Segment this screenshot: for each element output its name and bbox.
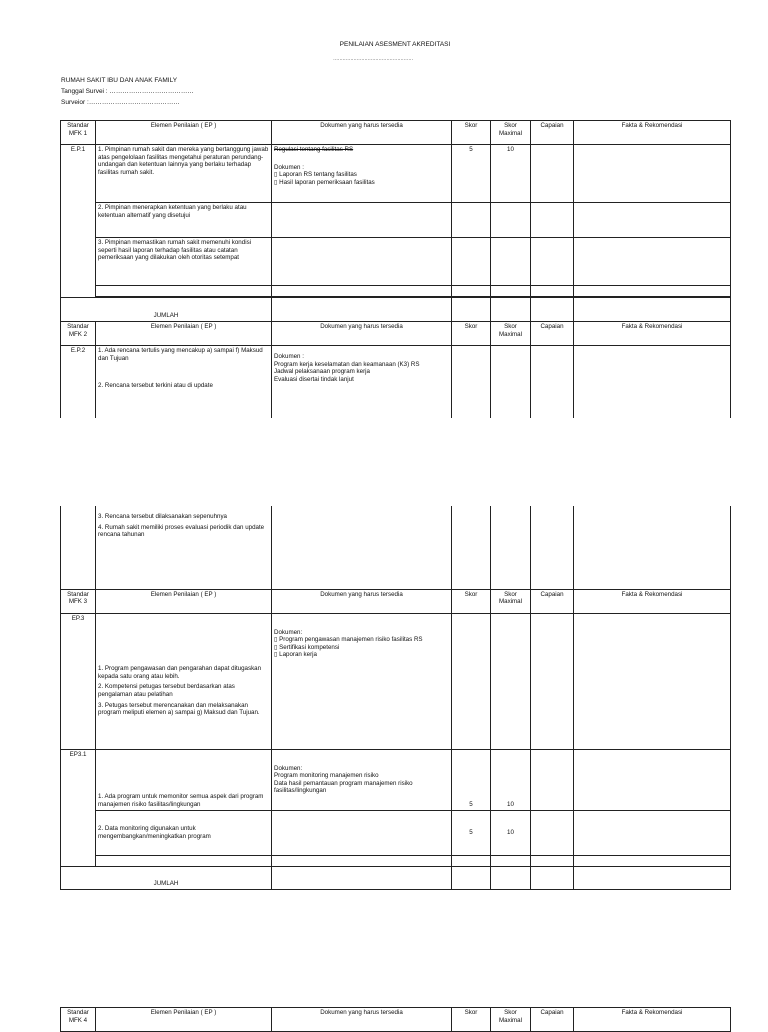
header-info: [61, 75, 194, 108]
table-row: [61, 145, 731, 203]
table-header-mfk1: [61, 121, 731, 145]
table-header-mfk4: [61, 1008, 731, 1032]
standar-header: Standar MFK 4: [61, 1008, 96, 1032]
ep-item: 1. Program pengawasan dan pengarahan dapat ditugaskan kepada satu orang atau lebih. 2. Kompetensi petugas tersebut berdasarkan atas pengalaman atau pelatihan 3. Petugas tersebut merencanakan dan melaksanakan program meliputi elemen a) sampai g) Maksud dan Tujuan.: [96, 613, 272, 749]
elemen-header: Elemen Penilaian ( EP ): [96, 322, 272, 346]
fakta-header: Fakta & Rekomendasi: [574, 121, 731, 145]
assessment-table-page-1: [60, 120, 731, 422]
max-score-cell: 10: [491, 810, 531, 855]
skor-header: Skor: [452, 589, 491, 613]
dokumen-header: Dokumen yang harus tersedia: [272, 121, 452, 145]
ep-label: EP.3: [61, 613, 96, 749]
document-title-underline: ……………………………………………: [333, 56, 413, 62]
hospital-name: RUMAH SAKIT IBU DAN ANAK FAMILY: [61, 77, 178, 84]
required-documents: Dokumen: ▯ Program pengawasan manajemen risiko fasilitas RS ▯ Sertifikasi kompetensi ▯ Laporan kerja: [272, 613, 452, 749]
ep-label: EP3.1: [61, 749, 96, 866]
document-title: PENILAIAN ASESMENT AKREDITASI: [339, 41, 451, 48]
skor-header: Skor: [452, 322, 491, 346]
skor-header: Skor: [452, 1008, 491, 1032]
table-row: [61, 855, 731, 866]
page-break: [0, 418, 768, 506]
ep-item: 1. Ada rencana tertulis yang mencakup a) sampai f) Maksud dan Tujuan 2. Rencana tersebut terkini atau di update: [96, 346, 272, 422]
assessment-table-page-2: [60, 506, 731, 890]
required-documents: Dokumen: Program monitoring manajemen risiko Data hasil pemantauan program manajemen risiko fasilitas/lingkungan: [272, 749, 452, 810]
jumlah-label: JUMLAH: [61, 866, 272, 889]
standar-header: Standar MFK 3: [61, 589, 96, 613]
elemen-header: Elemen Penilaian ( EP ): [96, 121, 272, 145]
fakta-header: Fakta & Rekomendasi: [574, 322, 731, 346]
score-cell: 5: [452, 145, 491, 203]
required-documents: Dokumen : Program kerja keselamatan dan keamanaan (K3) RS Jadwal pelaksanaan program kerja Evaluasi disertai tindak lanjut: [272, 346, 452, 422]
ep-item: 3. Pimpinan memastikan rumah sakit memenuhi kondisi seperti hasil laporan terhadap fasilitas atau catatan pemeriksaan yang dilakukan oleh otoritas setempat: [96, 238, 272, 286]
dokumen-header: Dokumen yang harus tersedia: [272, 589, 452, 613]
score-cell: 5: [452, 749, 491, 810]
skor-max-header: Skor Maximal: [491, 121, 531, 145]
standar-header: Standar MFK 2: [61, 322, 96, 346]
elemen-header: Elemen Penilaian ( EP ): [96, 589, 272, 613]
required-documents: Regulasi tentang fasilitas RS Dokumen : ▯ Laporan RS tentang fasilitas ▯ Hasil laporan pemeriksaan fasilitas: [272, 145, 452, 203]
skor-header: Skor: [452, 121, 491, 145]
table-row: [61, 613, 731, 749]
capaian-header: Capaian: [531, 322, 574, 346]
ep-item: 1. Ada program untuk memonitor semua aspek dari program manajemen risiko fasilitas/lingkungan: [96, 749, 272, 810]
surveyor-field: Surveior :……………………………………: [61, 99, 180, 106]
ep-label: E.P.1: [61, 145, 96, 298]
capaian-header: Capaian: [531, 1008, 574, 1032]
ep-item: 2. Pimpinan menerapkan ketentuan yang berlaku atau ketentuan alternatif yang disetujui: [96, 203, 272, 238]
skor-max-header: Skor Maximal: [491, 1008, 531, 1032]
jumlah-row: [61, 866, 731, 889]
fakta-cell: [574, 145, 731, 203]
assessment-table-page-3: [60, 1007, 731, 1032]
jumlah-label: JUMLAH: [61, 298, 272, 322]
skor-max-header: Skor Maximal: [491, 589, 531, 613]
skor-max-header: Skor Maximal: [491, 322, 531, 346]
table-row: [61, 238, 731, 286]
capaian-header: Capaian: [531, 589, 574, 613]
ep-item: 1. Pimpinan rumah sakit dan mereka yang bertanggung jawab atas pengelolaan fasilitas mengetahui peraturan perundang-undangan dan ketentuan lainnya yang berlaku terhadap fasilitas rumah sakit.: [96, 145, 272, 203]
table-header-mfk2: [61, 322, 731, 346]
elemen-header: Elemen Penilaian ( EP ): [96, 1008, 272, 1032]
score-cell: 5: [452, 810, 491, 855]
table-row: [61, 286, 731, 297]
table-row: [61, 749, 731, 810]
jumlah-row: [61, 298, 731, 322]
fakta-header: Fakta & Rekomendasi: [574, 1008, 731, 1032]
ep-item: 3. Rencana tersebut dilaksanakan sepenuhnya 4. Rumah sakit memiliki proses evaluasi periodik dan update rencana tahunan: [96, 506, 272, 589]
table-row: [61, 203, 731, 238]
capaian-header: Capaian: [531, 121, 574, 145]
dokumen-header: Dokumen yang harus tersedia: [272, 1008, 452, 1032]
ep-item: 2. Data monitoring digunakan untuk mengembangkan/meningkatkan program: [96, 810, 272, 855]
survey-date-field: Tanggal Survei : …………………………………: [61, 88, 194, 95]
table-row: [61, 506, 731, 589]
table-row: [61, 346, 731, 422]
standar-header: Standar MFK 1: [61, 121, 96, 145]
capaian-cell: [531, 145, 574, 203]
max-score-cell: 10: [491, 749, 531, 810]
table-row: [61, 810, 731, 855]
table-header-mfk3: [61, 589, 731, 613]
ep-label: E.P.2: [61, 346, 96, 422]
dokumen-header: Dokumen yang harus tersedia: [272, 322, 452, 346]
fakta-header: Fakta & Rekomendasi: [574, 589, 731, 613]
max-score-cell: 10: [491, 145, 531, 203]
